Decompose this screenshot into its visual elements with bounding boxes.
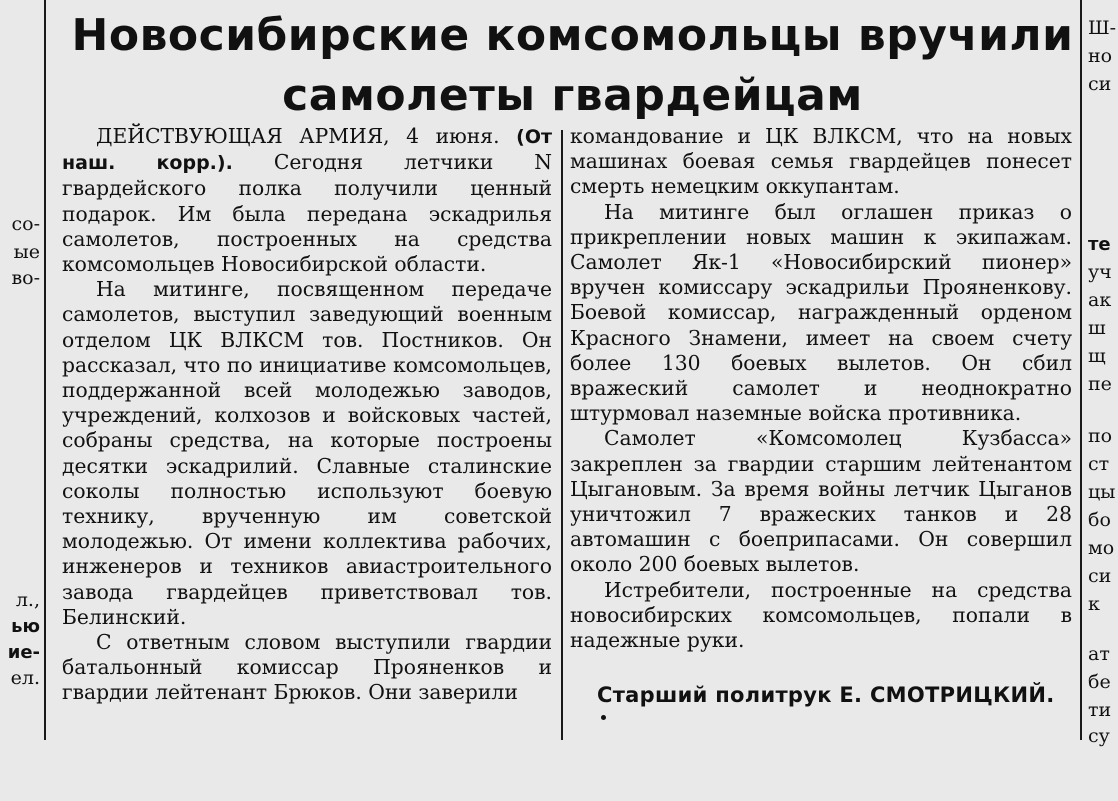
right-column-fragment [1088, 232, 1118, 257]
article-column-2 [570, 124, 1072, 653]
paragraph-4: командование и ЦК ВЛКСМ, что на новых машинах боевая семья гвардейцев понесет смерть немецким оккупантам. [570, 124, 1072, 199]
right-column-fragment [1088, 44, 1118, 69]
left-column-fragment [0, 266, 40, 291]
left-column-fragment-text: ие- [7, 642, 40, 663]
right-column-fragment [1088, 480, 1118, 505]
headline-line-2: самолеты гвардейцам [282, 70, 863, 121]
right-column-fragment-text: су [1088, 725, 1110, 747]
right-column-fragment [1088, 670, 1118, 695]
paragraph-6: Самолет «Комсомолец Кузбасса» закреплен за гвардии старшим лейтенантом Цыгановым. За время войны летчик Цыганов уничтожил 7 вражеских танков и 28 автомашин с боеприпасами. Он совершил около 200 боевых вылетов. [570, 426, 1072, 577]
left-column-fragment [0, 240, 40, 265]
right-column-fragment-text: к [1088, 593, 1100, 615]
right-column-fragment-text: си [1088, 565, 1112, 587]
paragraph-1 [62, 124, 552, 277]
left-column-fragment-text: л., [15, 589, 40, 611]
right-column-fragment [1088, 424, 1118, 449]
right-column-fragment-text: ш [1088, 317, 1106, 339]
right-column-fragment-text: щ [1088, 345, 1106, 367]
right-column-fragment [1088, 642, 1118, 667]
right-column-fragment [1088, 260, 1118, 285]
right-column-fragment [1088, 344, 1118, 369]
right-column-fragment-text: ст [1088, 453, 1110, 475]
right-column-fragment-text: ат [1088, 643, 1110, 665]
print-speck [601, 715, 606, 720]
right-column-fragment-text: мо [1088, 537, 1115, 559]
right-column-fragment-text: бе [1088, 671, 1111, 693]
right-column-fragment-text: по [1088, 425, 1113, 447]
left-column-fragment-text: во- [11, 267, 40, 289]
right-column-fragment [1088, 372, 1118, 397]
left-column-fragment [0, 212, 40, 237]
paragraph-5: На митинге был оглашен приказ о прикреплении новых машин к экипажам. Самолет Як-1 «Новосибирский пионер» вручен комиссару эскадрильи Прояненкову. Боевой комиссар, награжденный орденом Красного Знамени, имеет на своем счету более 130 боевых вылетов. Он сбил вражеский самолет и неоднократно штурмовал наземные войска противника. [570, 199, 1072, 426]
right-column-fragment [1088, 724, 1118, 749]
right-column-fragment-text: бо [1088, 509, 1111, 531]
left-column-fragment [0, 614, 40, 639]
right-column-fragment-text: те [1088, 234, 1111, 255]
paragraph-7: Истребители, построенные на средства новосибирских комсомольцев, попали в надежные руки. [570, 577, 1072, 653]
article-column-1 [62, 124, 552, 706]
right-column-fragment [1088, 72, 1118, 97]
right-column-fragment [1088, 316, 1118, 341]
left-column-fragment [0, 666, 40, 691]
article-headline [70, 6, 1075, 126]
right-column-fragment-text: пе [1088, 373, 1112, 395]
right-column-fragment-text: ак [1088, 289, 1112, 311]
paragraph-3: С ответным словом выступили гвардии батальонный комиссар Прояненков и гвардии лейтенант Брюков. Они заверили [62, 630, 552, 705]
right-column-fragment-text: но [1088, 45, 1113, 67]
right-column-fragment-text: си [1088, 73, 1112, 95]
right-column-fragment [1088, 288, 1118, 313]
left-column-fragment-text: ью [11, 616, 40, 637]
right-column-fragment [1088, 698, 1118, 723]
headline-line-1: Новосибирские комсомольцы вручили [71, 10, 1074, 61]
column-rule-right [1080, 0, 1082, 740]
author-signature: Старший политрук Е. СМОТРИЦКИЙ. [597, 683, 1055, 707]
left-column-fragment [0, 640, 40, 665]
right-column-fragment [1088, 508, 1118, 533]
right-column-fragment [1088, 536, 1118, 561]
column-rule-middle [561, 130, 563, 740]
column-rule-left [44, 0, 46, 740]
right-column-fragment-text: Ш- [1088, 17, 1117, 39]
dateline-source: (От наш. корр.). [62, 126, 552, 175]
left-column-fragment [0, 588, 40, 613]
right-column-fragment [1088, 592, 1118, 617]
right-column-fragment-text: цы [1088, 481, 1116, 503]
right-column-fragment-text: ти [1088, 699, 1112, 721]
right-column-fragment [1088, 16, 1118, 41]
dateline: ДЕЙСТВУЮЩАЯ АРМИЯ, 4 июня. [96, 124, 500, 148]
left-column-fragment-text: ые [13, 241, 40, 263]
right-column-fragment [1088, 452, 1118, 477]
left-column-fragment-text: со- [11, 213, 40, 235]
paragraph-1-text: Сегодня летчики N гвардейского полка получили ценный подарок. Им была передана эскадрилья самолетов, построенных на средства комсомольцев Новосибирской области. [62, 150, 553, 277]
left-column-fragment-text: ел. [10, 667, 40, 689]
right-column-fragment-text: уч [1088, 261, 1112, 283]
right-column-fragment [1088, 564, 1118, 589]
paragraph-2: На митинге, посвященном передаче самолетов, выступил заведующий военным отделом ЦК ВЛКСМ тов. Постников. Он рассказал, что по инициативе комсомольцев, поддержанной всей молодежью заводов, учреждений, колхозов и войсковых частей, собраны средства, на которые построены десятки эскадрилий. Славные сталинские соколы полностью используют боевую технику, врученную им советской молодежью. От имени коллектива рабочих, инженеров и техников авиастроительного завода гвардейцев приветствовал тов. Белинский. [62, 277, 552, 629]
